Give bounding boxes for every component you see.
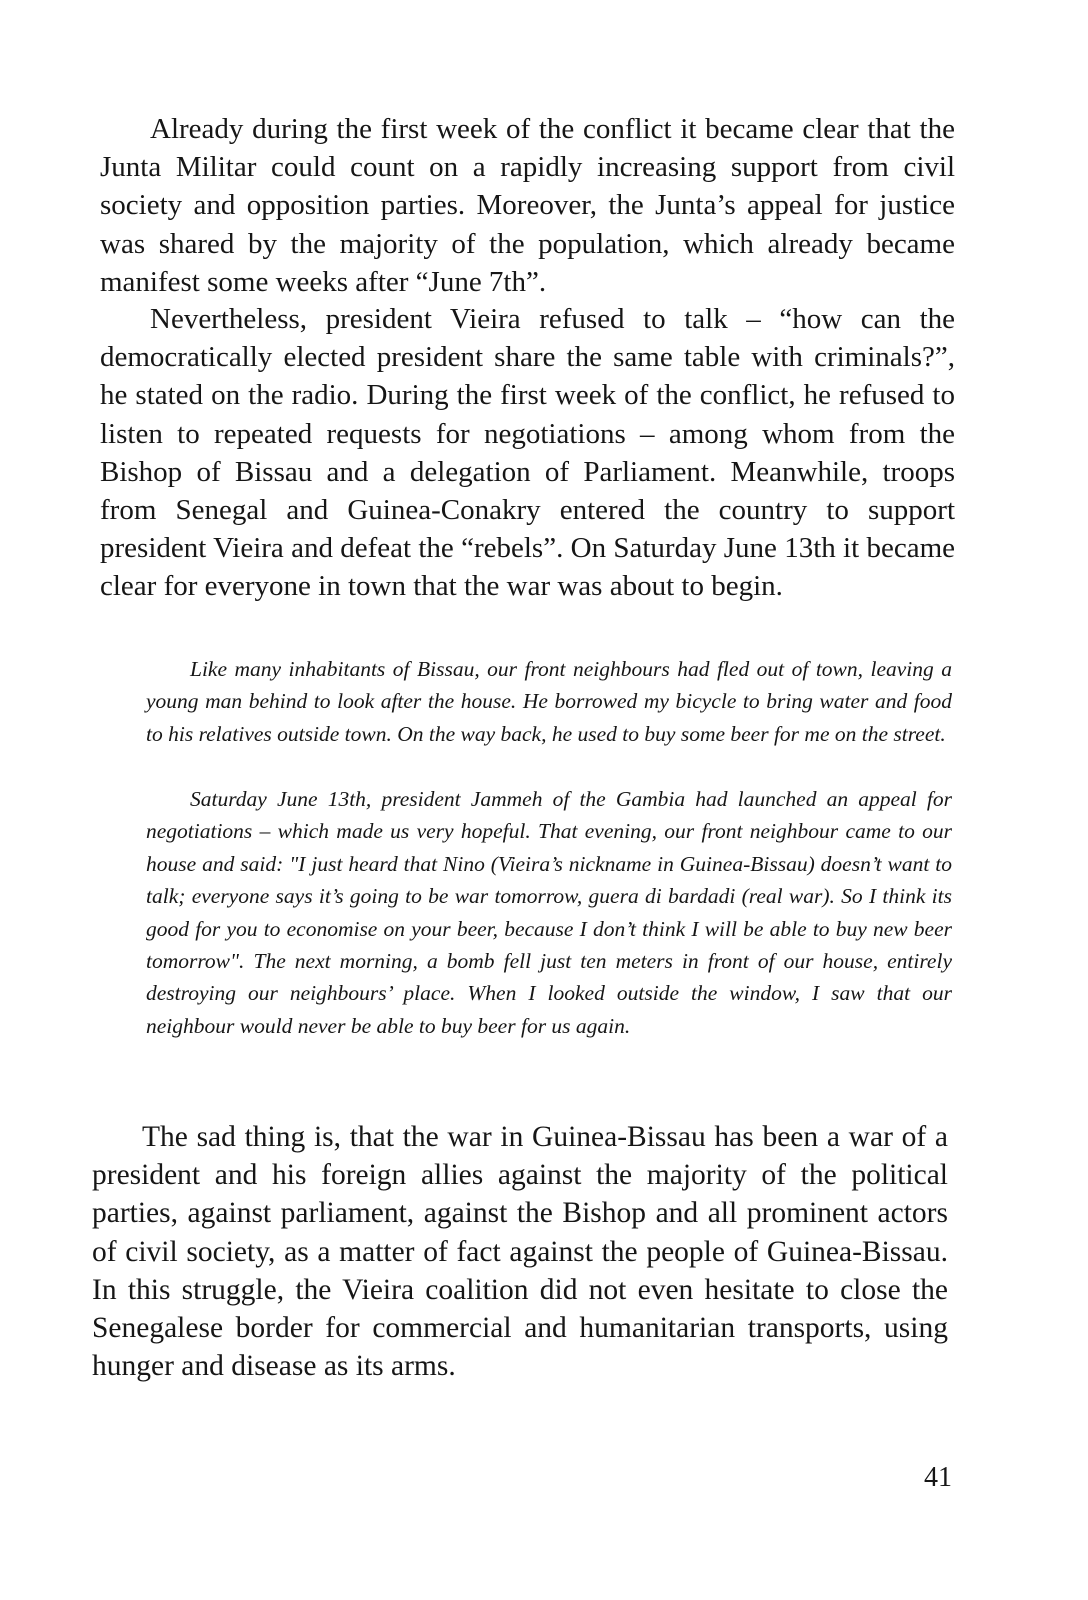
body-paragraph-3: The sad thing is, that the war in Guinea-Bissau has been a war of a president and his foreign allies against the majority of the political parties, against parliament, against the Bishop and all prominent actors of civil society, as a matter of fact against the people of Guinea-Bissau. In this struggle, the Vieira coalition did not even hesitate to close the Senegalese border for commercial and humanitarian transports, using hunger and disease as its arms. [92,1121,948,1383]
block-quote-paragraph-1: Like many inhabitants of Bissau, our front neighbours had fled out of town, leaving a young man behind to look after the house. He borrowed my bicycle to bring water and food to his relatives outside town. On the way back, he used to buy some beer for me on the street. [146,657,952,746]
page-number: 41 [924,1462,952,1493]
block-quote-paragraph-2: Saturday June 13th, president Jammeh of the Gambia had launched an appeal for negotiations – which made us very hopeful. That evening, our front neighbour came to our house and said: "I just heard that Nino (Vieira’s nickname in Guinea-Bissau) doesn’t want to talk; everyone says it’s going to be war tomorrow, guera di bardadi (real war). So I think its good for you to economise on your beer, because I don’t think I will be able to buy new beer tomorrow". The next morning, a bomb fell just ten meters in front of our house, entirely destroying our neighbours’ place. When I looked outside the window, I saw that our neighbour would never be able to buy beer for us again. [146,787,952,1038]
body-paragraph-1: Already during the first week of the conflict it became clear that the Junta Militar could count on a rapidly increasing support from civil society and opposition parties. Moreover, the Junta’s appeal for justice was shared by the majority of the population, which already became manifest some weeks after “June 7th”. [100,113,955,298]
body-paragraph-2: Nevertheless, president Vieira refused to talk – “how can the democratically elected president share the same table with criminals?”, he stated on the radio. During the first week of the conflict, he refused to listen to repeated requests for negotiations – among whom from the Bishop of Bissau and a delegation of Parliament. Meanwhile, troops from Senegal and Guinea-Conakry entered the country to support president Vieira and defeat the “rebels”. On Saturday June 13th it became clear for everyone in town that the war was about to begin. [100,303,955,603]
